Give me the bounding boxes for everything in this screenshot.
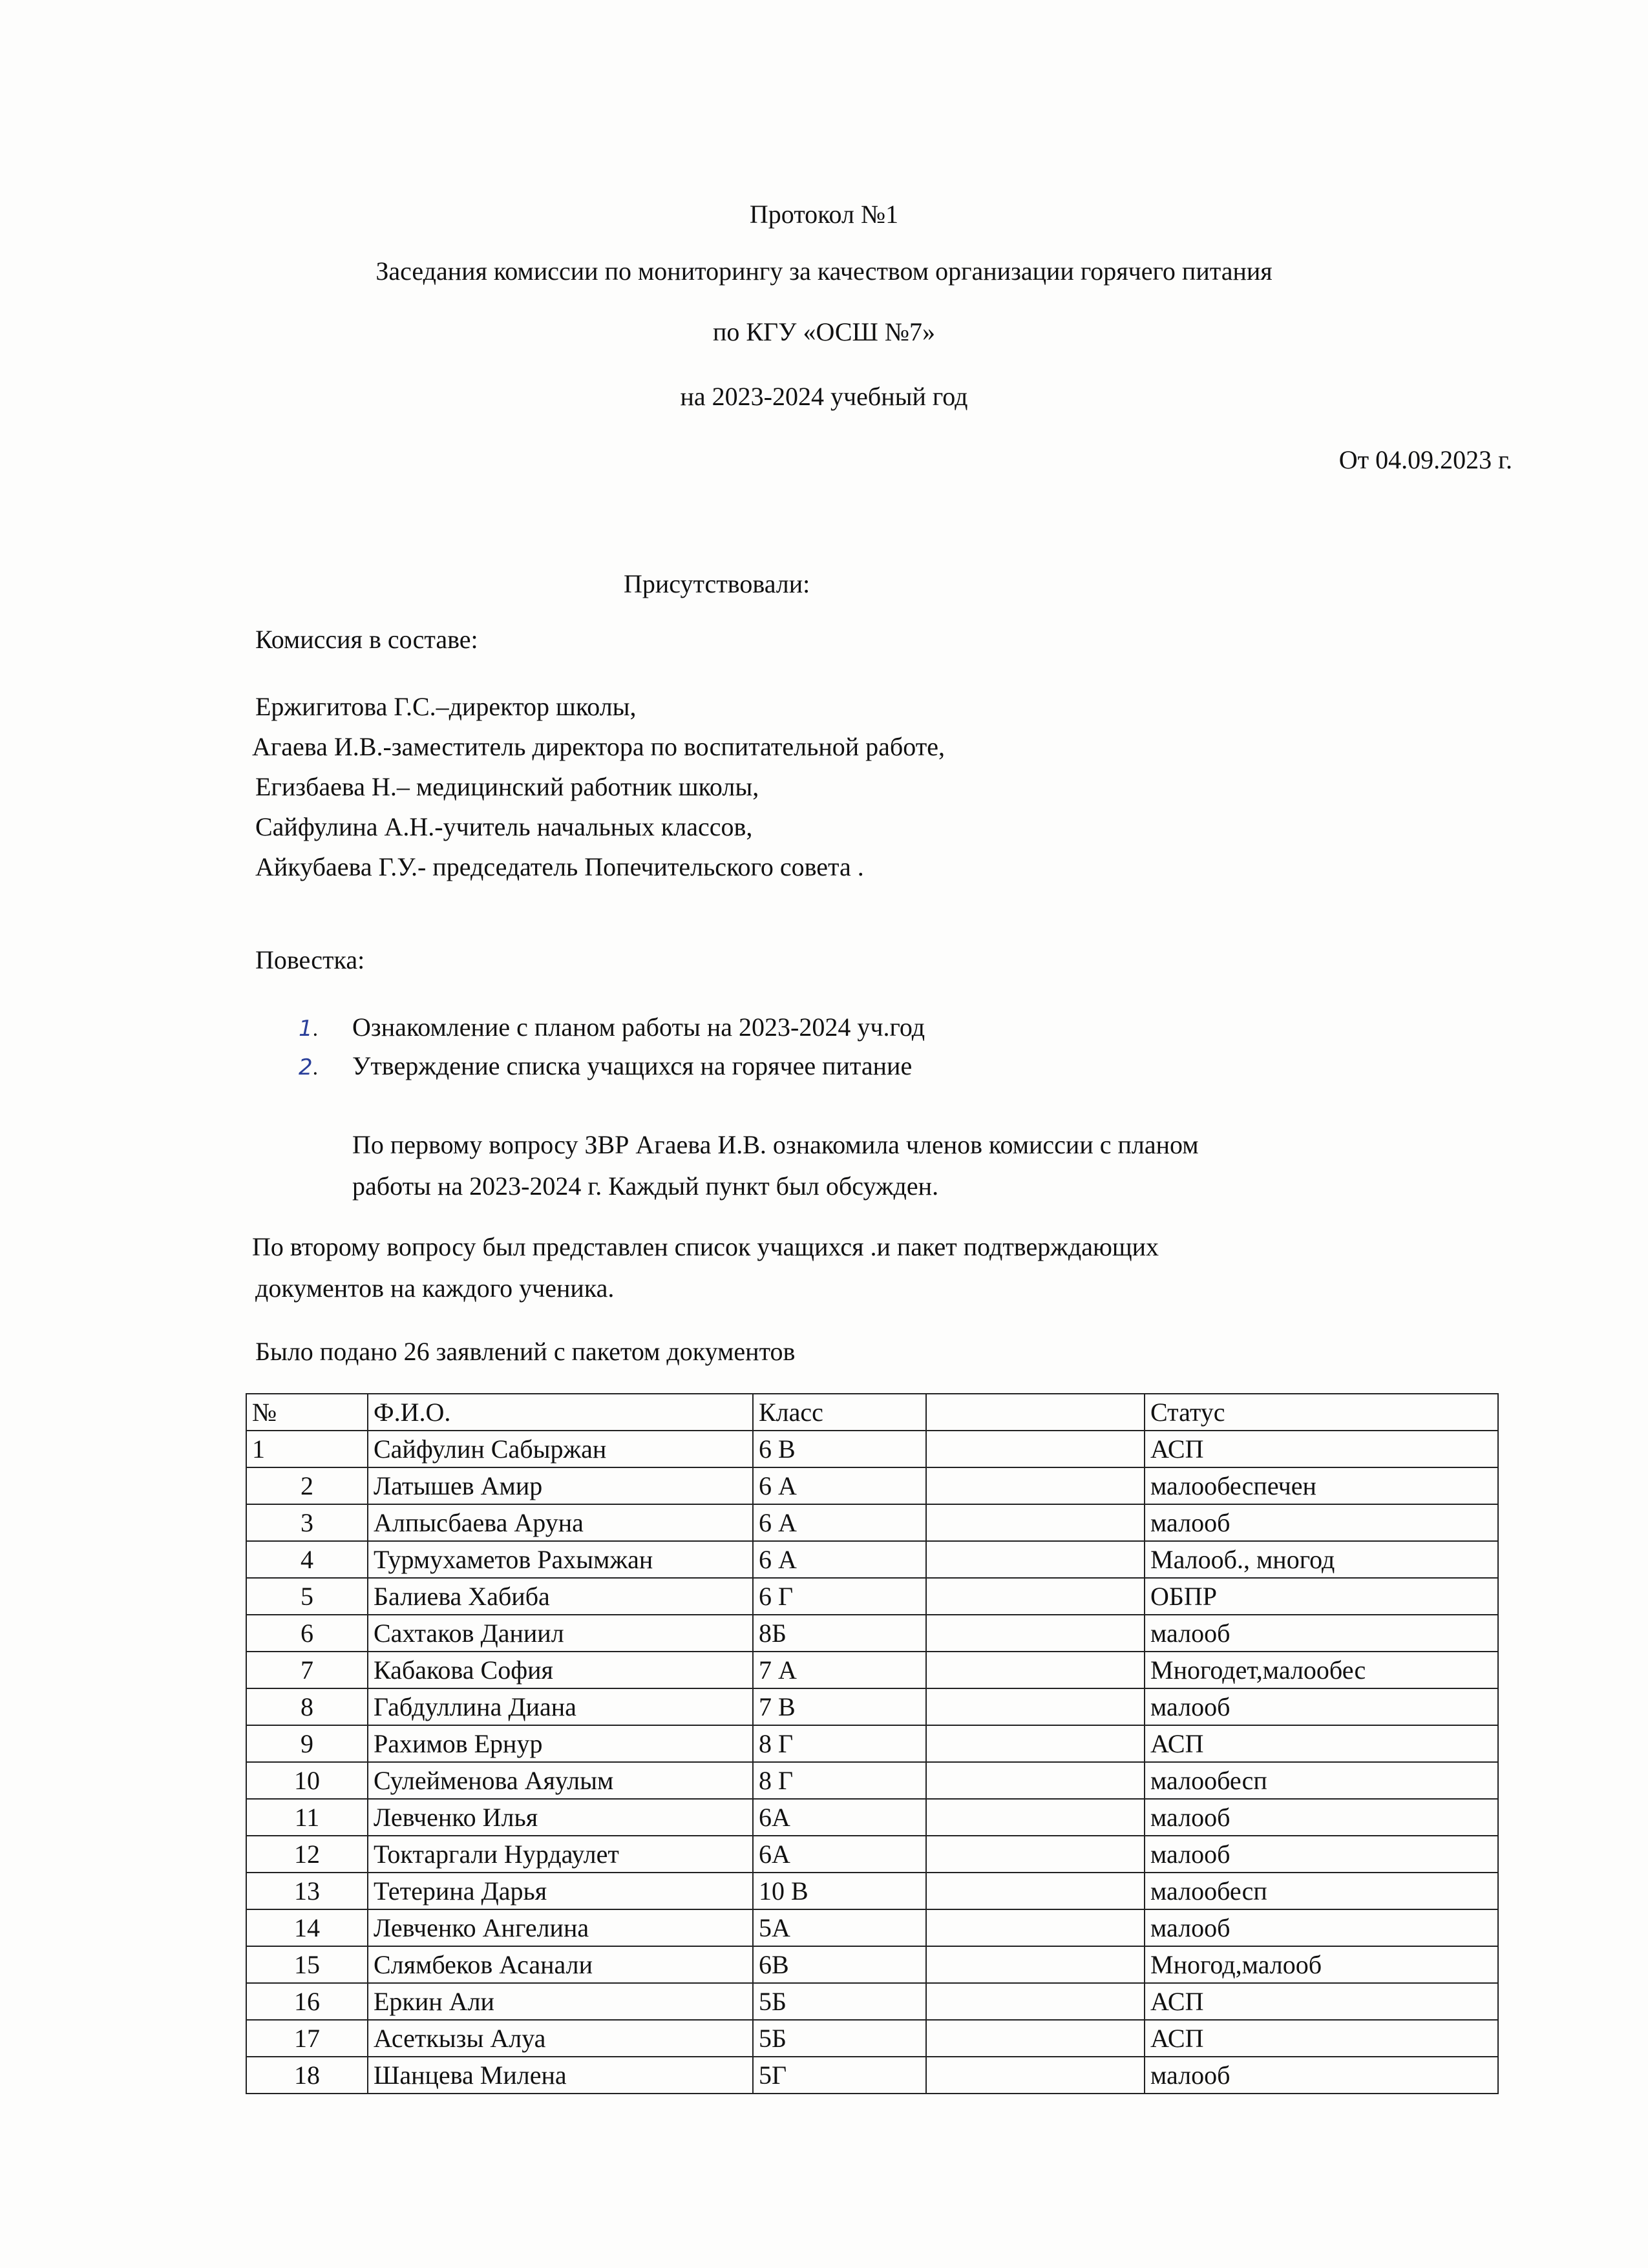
cell-class: 5Г [753,2057,926,2094]
protocol-date: От 04.09.2023 г. [1338,445,1512,474]
cell-class: 6В [753,1946,926,1983]
cell-blank [926,1652,1145,1688]
cell-num: 11 [246,1799,368,1836]
commission-member: Айкубаева Г.У.- председатель Попечительского совета . [255,852,864,881]
cell-blank [926,1504,1145,1541]
cell-class: 6 Г [753,1578,926,1615]
cell-class: 6А [753,1836,926,1873]
table-row [246,1983,1498,2020]
cell-status: малооб [1145,1799,1498,1836]
cell-blank [926,2057,1145,2094]
cell-blank [926,1615,1145,1652]
cell-num: 4 [246,1541,368,1578]
table-row [246,1578,1498,1615]
cell-class: 10 В [753,1873,926,1909]
commission-member: Сайфулина А.Н.-учитель начальных классов, [255,812,753,841]
cell-num: 7 [246,1652,368,1688]
cell-num: 13 [246,1873,368,1909]
commission-member: Егизбаева Н.– медицинский работник школы, [255,772,759,801]
cell-status: малооб [1145,1836,1498,1873]
cell-status: Многодет,малообес [1145,1652,1498,1688]
cell-class: 6 А [753,1504,926,1541]
cell-num: 14 [246,1909,368,1946]
cell-fio: Сахтаков Даниил [368,1615,753,1652]
cell-num: 17 [246,2020,368,2057]
cell-status: ОБПР [1145,1578,1498,1615]
cell-status: малооб [1145,1504,1498,1541]
commission-label: Комиссия в составе: [255,625,478,654]
cell-blank [926,1725,1145,1762]
protocol-title: Протокол №1 [749,200,899,229]
cell-class: 5Б [753,1983,926,2020]
cell-class: 6 А [753,1541,926,1578]
cell-class: 8 Г [753,1725,926,1762]
cell-num: 2 [246,1467,368,1504]
cell-num: 16 [246,1983,368,2020]
cell-fio: Левченко Илья [368,1799,753,1836]
cell-num: 8 [246,1688,368,1725]
cell-num: 6 [246,1615,368,1652]
table-row [246,1504,1498,1541]
header-blank [926,1394,1145,1431]
table-row [246,1836,1498,1873]
table-row [246,1688,1498,1725]
cell-blank [926,1909,1145,1946]
cell-num: 3 [246,1504,368,1541]
cell-fio: Шанцева Милена [368,2057,753,2094]
table-row [246,1946,1498,1983]
commission-member: Агаева И.В.-заместитель директора по воспитательной работе, [252,732,945,761]
table-row [246,2057,1498,2094]
cell-blank [926,1541,1145,1578]
cell-status: малообесп [1145,1873,1498,1909]
cell-num: 10 [246,1762,368,1799]
table-row [246,1725,1498,1762]
cell-class: 8 Г [753,1762,926,1799]
cell-num: 18 [246,2057,368,2094]
cell-fio: Слямбеков Асанали [368,1946,753,1983]
cell-blank [926,2020,1145,2057]
agenda-item-number: 2. [299,1055,319,1080]
second-question-paragraph: По второму вопросу был представлен список учащихся .и пакет подтверждающих [252,1232,1159,1261]
cell-class: 6А [753,1799,926,1836]
cell-status: АСП [1145,1431,1498,1467]
cell-num: 1 [246,1431,368,1467]
cell-status: малооб [1145,2057,1498,2094]
students-table [246,1393,1499,2094]
agenda-heading: Повестка: [255,945,365,974]
cell-status: АСП [1145,2020,1498,2057]
protocol-subtitle-line2: по КГУ «ОСШ №7» [712,317,936,346]
table-row [246,1799,1498,1836]
protocol-subtitle-line1: Заседания комиссии по мониторингу за качеством организации горячего питания [375,257,1273,286]
cell-blank [926,1688,1145,1725]
table-row [246,1652,1498,1688]
table-row [246,1762,1498,1799]
cell-fio: Сайфулин Сабыржан [368,1431,753,1467]
cell-fio: Левченко Ангелина [368,1909,753,1946]
cell-fio: Алпысбаева Аруна [368,1504,753,1541]
table-row [246,1541,1498,1578]
second-question-paragraph: документов на каждого ученика. [255,1274,615,1303]
cell-status: Малооб., многод [1145,1541,1498,1578]
cell-blank [926,1762,1145,1799]
first-question-paragraph: работы на 2023-2024 г. Каждый пункт был обсужден. [352,1171,939,1201]
cell-fio: Латышев Амир [368,1467,753,1504]
header-status: Статус [1145,1394,1498,1431]
cell-blank [926,1983,1145,2020]
cell-num: 12 [246,1836,368,1873]
cell-fio: Турмухаметов Рахымжан [368,1541,753,1578]
agenda-item-number: 1. [299,1016,319,1042]
table-row [246,2020,1498,2057]
cell-fio: Асеткызы Алуа [368,2020,753,2057]
cell-status: АСП [1145,1725,1498,1762]
cell-status: малообеспечен [1145,1467,1498,1504]
cell-class: 8Б [753,1615,926,1652]
cell-num: 15 [246,1946,368,1983]
commission-member: Ержигитова Г.С.–директор школы, [255,692,637,721]
cell-blank [926,1578,1145,1615]
cell-fio: Габдуллина Диана [368,1688,753,1725]
cell-num: 9 [246,1725,368,1762]
cell-fio: Рахимов Ернур [368,1725,753,1762]
cell-status: малообесп [1145,1762,1498,1799]
cell-blank [926,1873,1145,1909]
cell-blank [926,1799,1145,1836]
cell-fio: Сулейменова Аяулым [368,1762,753,1799]
cell-class: 6 В [753,1431,926,1467]
cell-class: 5А [753,1909,926,1946]
cell-status: малооб [1145,1909,1498,1946]
header-class: Класс [753,1394,926,1431]
cell-status: малооб [1145,1615,1498,1652]
cell-fio: Тетерина Дарья [368,1873,753,1909]
header-num: № [246,1394,368,1431]
cell-blank [926,1946,1145,1983]
table-row [246,1467,1498,1504]
applications-count-text: Было подано 26 заявлений с пакетом документов [255,1337,796,1366]
table-row [246,1909,1498,1946]
cell-status: Многод,малооб [1145,1946,1498,1983]
cell-class: 5Б [753,2020,926,2057]
cell-num: 5 [246,1578,368,1615]
cell-class: 7 А [753,1652,926,1688]
cell-blank [926,1467,1145,1504]
cell-blank [926,1431,1145,1467]
protocol-subtitle-line3: на 2023-2024 учебный год [680,382,968,411]
cell-blank [926,1836,1145,1873]
attendance-heading: Присутствовали: [624,569,810,598]
cell-class: 7 В [753,1688,926,1725]
cell-class: 6 А [753,1467,926,1504]
cell-fio: Токтаргали Нурдаулет [368,1836,753,1873]
table-header-row [246,1394,1498,1431]
header-fio: Ф.И.О. [368,1394,753,1431]
first-question-paragraph: По первому вопросу ЗВР Агаева И.В. ознакомила членов комиссии с планом [352,1130,1199,1159]
table-row [246,1431,1498,1467]
cell-fio: Кабакова София [368,1652,753,1688]
cell-fio: Еркин Али [368,1983,753,2020]
agenda-item: Ознакомление с планом работы на 2023-2024 уч.год [352,1013,925,1042]
cell-fio: Балиева Хабиба [368,1578,753,1615]
table-row [246,1873,1498,1909]
agenda-item: Утверждение списка учащихся на горячее питание [352,1051,913,1080]
table-row [246,1615,1498,1652]
cell-status: АСП [1145,1983,1498,2020]
cell-status: малооб [1145,1688,1498,1725]
